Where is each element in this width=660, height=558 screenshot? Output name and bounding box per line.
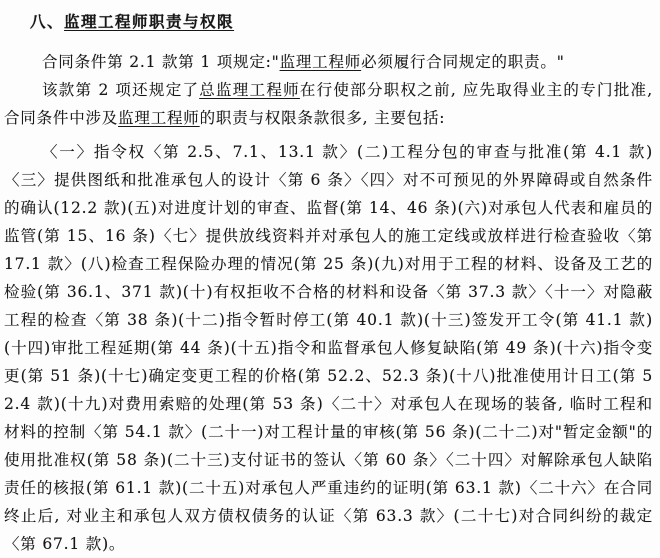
underlined-term-supervising-engineer: 监理工程师 xyxy=(279,53,362,71)
section-heading xyxy=(30,8,653,36)
underlined-term-supervising-engineer: 监理工程师 xyxy=(118,109,200,127)
section-heading-text: 监理工程师职责与权限 xyxy=(64,12,235,31)
text-run: 在行使部分职权之前, 应先取得业主的专门批准, 合同条件中涉及 xyxy=(4,81,653,127)
duties-list-text: 〈一〉指令权〈第 2.5、7.1、13.1 款〉(二)工程分包的审查与批准(第 4.1 款)〈三〉提供图纸和批准承包人的设计〈第 6 条〉〈四〉对不可预见的外界障碍或自然条件的确认(12.2 款)(五)对进度计划的审查、监督(第 14、46 条)(六)对承包人代表和雇员的监管(第 15、16 条)〈七〉提供放线资料并对承包人的施工定线或放样进行检查验收〈第 17.1 款〉(八)检查工程保险办理的情况(第 25 条)(九)对用于工程的材料、设备及工艺的检验(第 36.1、371 款)(十)有权拒收不合格的材料和设备〈第 37.3 款〉〈十一〉对隐蔽工程的检查〈第 38 条)(十二)指令暂时停工(第 40.1 款)(十三)签发开工令(第 41.1 款)(十四)审批工程延期(第 44 条)(十五)指令和监督承包人修复缺陷(第 49 条)(十六)指令变更(第 51 条)(十七)确定变更工程的价格(第 52.2、52.3 条)(十八)批准使用计日工(第 52.4 款)(十九)对费用索赔的处理(第 53 条)〈二十〉对承包人在现场的装备, 临时工程和材料的控制〈第 54.1 款〉(二十一)对工程计量的审核(第 56 条)(二十二)对"暂定金额"的使用批准权(第 58 条)(二十三)支付证书的签认〈第 60 条〉〈二十四〉对解除承包人缺陷责任的核报(第 61.1 款)(二十五)对承包人严重违约的证明(第 63.1 款)〈二十六〉在合同终止后, 对业主和承包人双方债权债务的认证〈第 63.3 款〉(二十七)对合同纠纷的裁定〈第 67.1 款)。 xyxy=(4,143,653,553)
underlined-term-chief-supervising-engineer: 总监理工程师 xyxy=(199,81,300,99)
text-run: 合同条件第 2.1 款第 1 项规定:" xyxy=(42,53,280,71)
paragraph-duties-list xyxy=(4,138,653,558)
paragraph-clause-quote xyxy=(4,48,653,76)
section-number: 八、 xyxy=(30,12,65,31)
text-run: 的职责与权限条款很多, 主要包括: xyxy=(199,109,446,127)
text-run: 该款第 2 项还规定了 xyxy=(42,81,200,99)
paragraph-intro xyxy=(4,76,653,132)
text-run: 必须履行合同规定的职责。" xyxy=(361,53,565,71)
